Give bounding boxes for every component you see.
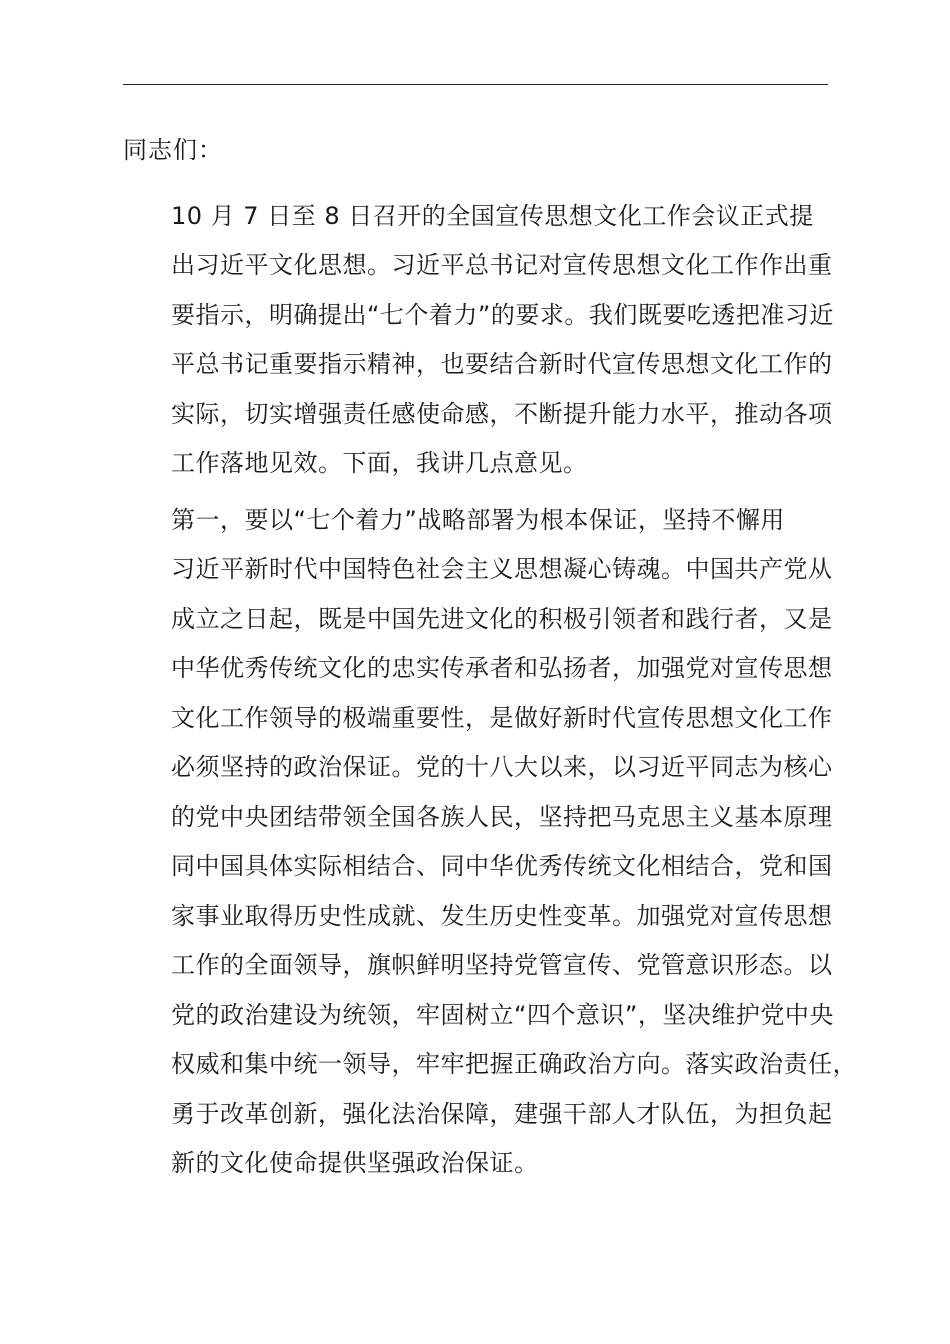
paragraph-first-point [123,496,857,1189]
document-body [123,126,857,1189]
paragraph-line: 10 月 7 日至 8 日召开的全国宣传思想文化工作会议正式提 [171,201,814,230]
paragraph-line: 工作落地见效。下面，我讲几点意见。 [171,449,588,477]
paragraph-line: 权威和集中统一领导，牢牢把握正确政治方向。落实政治责任， [171,1050,857,1078]
paragraph-intro [123,192,834,489]
paragraph-line: 中华优秀传统文化的忠实传承者和弘扬者，加强党对宣传思想 [171,654,833,682]
paragraph-line: 习近平新时代中国特色社会主义思想凝心铸魂。中国共产党从 [171,555,833,583]
paragraph-line: 出习近平文化思想。习近平总书记对宣传思想文化工作作出重 [171,251,833,279]
paragraph-line: 必须坚持的政治保证。党的十八大以来，以习近平同志为核心 [171,753,833,781]
paragraph-line: 成立之日起，既是中国先进文化的积极引领者和践行者，又是 [171,604,833,633]
paragraph-line: 工作的全面领导，旗帜鲜明坚持党管宣传、党管意识形态。以 [171,951,833,979]
paragraph-line: 家事业取得历史性成就、发生历史性变革。加强党对宣传思想 [171,901,833,930]
header-rule [123,84,828,85]
paragraph-line: 平总书记重要指示精神，也要结合新时代宣传思想文化工作的 [171,350,833,378]
paragraph-line: 勇于改革创新，强化法治保障，建强干部人才队伍，为担负起 [171,1099,833,1128]
paragraph-line: 第一，要以“七个着力”战略部署为根本保证，坚持不懈用 [171,505,785,534]
paragraph-line: 新的文化使命提供坚强政治保证。 [171,1149,539,1177]
paragraph-line: 要指示，明确提出“七个着力”的要求。我们既要吃透把准习近 [171,300,834,329]
paragraph-line: 文化工作领导的极端重要性，是做好新时代宣传思想文化工作 [171,703,833,732]
salutation: 同志们： [123,136,223,164]
paragraph-line: 的党中央团结带领全国各族人民，坚持把马克思主义基本原理 [171,802,833,831]
paragraph-line: 实际，切实增强责任感使命感，不断提升能力水平，推动各项 [171,399,833,428]
paragraph-line: 党的政治建设为统领，牢固树立“四个意识”，坚决维护党中央 [171,1000,834,1029]
paragraph-line: 同中国具体实际相结合、同中华优秀传统文化相结合，党和国 [171,852,833,880]
